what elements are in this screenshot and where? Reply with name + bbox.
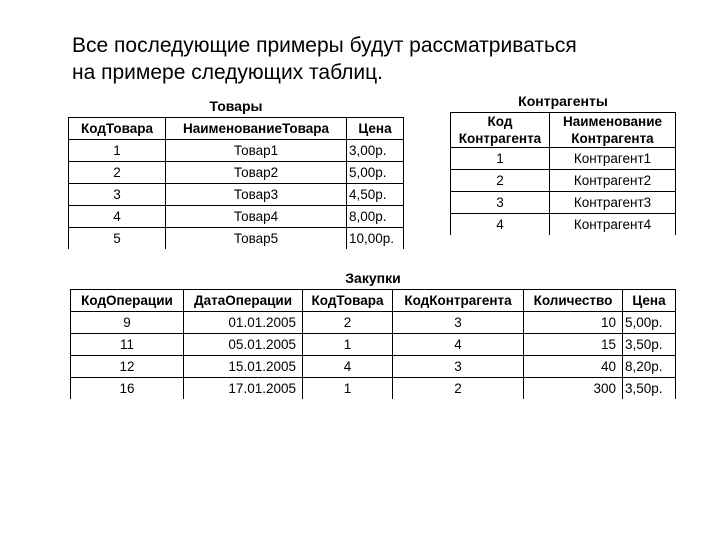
- table-cell: 8,20р.: [623, 356, 676, 378]
- table-cell: 4: [69, 206, 166, 228]
- table-cell: 4: [393, 334, 524, 356]
- intro-line-1: Все последующие примеры будут рассматриваться: [72, 34, 577, 57]
- table-row: [69, 206, 404, 228]
- tovary-caption: Товары: [209, 98, 263, 114]
- table-cell: 12: [71, 356, 184, 378]
- table-cell: Товар5: [166, 228, 347, 250]
- table-cell: 10,00р.: [347, 228, 404, 250]
- column-header: КодКонтрагента: [393, 290, 524, 312]
- table-cell: 2: [451, 170, 550, 192]
- table-cell: 3: [393, 312, 524, 334]
- intro-line-2: на примере следующих таблиц.: [72, 61, 384, 84]
- table-cell: 3: [451, 192, 550, 214]
- table-cell: 3,50р.: [623, 334, 676, 356]
- column-header: Цена: [623, 290, 676, 312]
- table-cell: 10: [524, 312, 623, 334]
- table-cell: 05.01.2005: [184, 334, 303, 356]
- table-cell: 4: [303, 356, 393, 378]
- zakupki-caption: Закупки: [345, 270, 401, 286]
- table-cell: 9: [71, 312, 184, 334]
- table-row: [71, 312, 676, 334]
- column-header: Количество: [524, 290, 623, 312]
- table-cell: Контрагент2: [550, 170, 676, 192]
- table-cell: 01.01.2005: [184, 312, 303, 334]
- table-cell: Товар2: [166, 162, 347, 184]
- table-row: [71, 378, 676, 400]
- table-cell: 3,50р.: [623, 378, 676, 400]
- table-cell: 15: [524, 334, 623, 356]
- table-cell: 2: [303, 312, 393, 334]
- table-row: [69, 184, 404, 206]
- table-cell: Товар3: [166, 184, 347, 206]
- table-cell: 5,00р.: [347, 162, 404, 184]
- table-cell: 40: [524, 356, 623, 378]
- table-row: [451, 148, 676, 170]
- table-cell: 5,00р.: [623, 312, 676, 334]
- table-row: [69, 140, 404, 162]
- table-cell: 15.01.2005: [184, 356, 303, 378]
- table-cell: 2: [393, 378, 524, 400]
- table-row: [451, 170, 676, 192]
- intro-text: [72, 32, 692, 86]
- table-cell: Контрагент1: [550, 148, 676, 170]
- table-cell: 17.01.2005: [184, 378, 303, 400]
- zakupki-table: [70, 289, 676, 399]
- kontragenty-table: [450, 112, 676, 235]
- table-cell: 1: [69, 140, 166, 162]
- table-cell: 4,50р.: [347, 184, 404, 206]
- table-cell: 300: [524, 378, 623, 400]
- table-cell: 1: [451, 148, 550, 170]
- table-cell: 8,00р.: [347, 206, 404, 228]
- table-row: [451, 214, 676, 236]
- table-header-row: [69, 118, 404, 140]
- table-cell: 1: [303, 334, 393, 356]
- table-cell: Контрагент3: [550, 192, 676, 214]
- table-row: [71, 334, 676, 356]
- table-row: [451, 192, 676, 214]
- table-header-row: [451, 113, 676, 148]
- column-header: [451, 113, 550, 148]
- table-cell: 1: [303, 378, 393, 400]
- table-cell: Товар4: [166, 206, 347, 228]
- header-line: Наименование: [562, 114, 663, 129]
- header-line: Контрагента: [571, 131, 654, 146]
- column-header: [550, 113, 676, 148]
- table-cell: 3,00р.: [347, 140, 404, 162]
- table-cell: 4: [451, 214, 550, 236]
- column-header: ДатаОперации: [184, 290, 303, 312]
- table-header-row: [71, 290, 676, 312]
- table-cell: 3: [69, 184, 166, 206]
- table-row: [71, 356, 676, 378]
- table-cell: Контрагент4: [550, 214, 676, 236]
- column-header: Цена: [347, 118, 404, 140]
- kontragenty-caption: Контрагенты: [518, 93, 608, 109]
- table-row: [69, 228, 404, 250]
- table-cell: 11: [71, 334, 184, 356]
- column-header: КодТовара: [69, 118, 166, 140]
- table-row: [69, 162, 404, 184]
- table-cell: Товар1: [166, 140, 347, 162]
- table-cell: 3: [393, 356, 524, 378]
- tovary-table: [68, 117, 404, 249]
- table-cell: 5: [69, 228, 166, 250]
- header-line: Код: [487, 114, 513, 129]
- column-header: НаименованиеТовара: [166, 118, 347, 140]
- table-cell: 16: [71, 378, 184, 400]
- header-line: Контрагента: [458, 131, 542, 146]
- column-header: КодТовара: [303, 290, 393, 312]
- column-header: КодОперации: [71, 290, 184, 312]
- table-cell: 2: [69, 162, 166, 184]
